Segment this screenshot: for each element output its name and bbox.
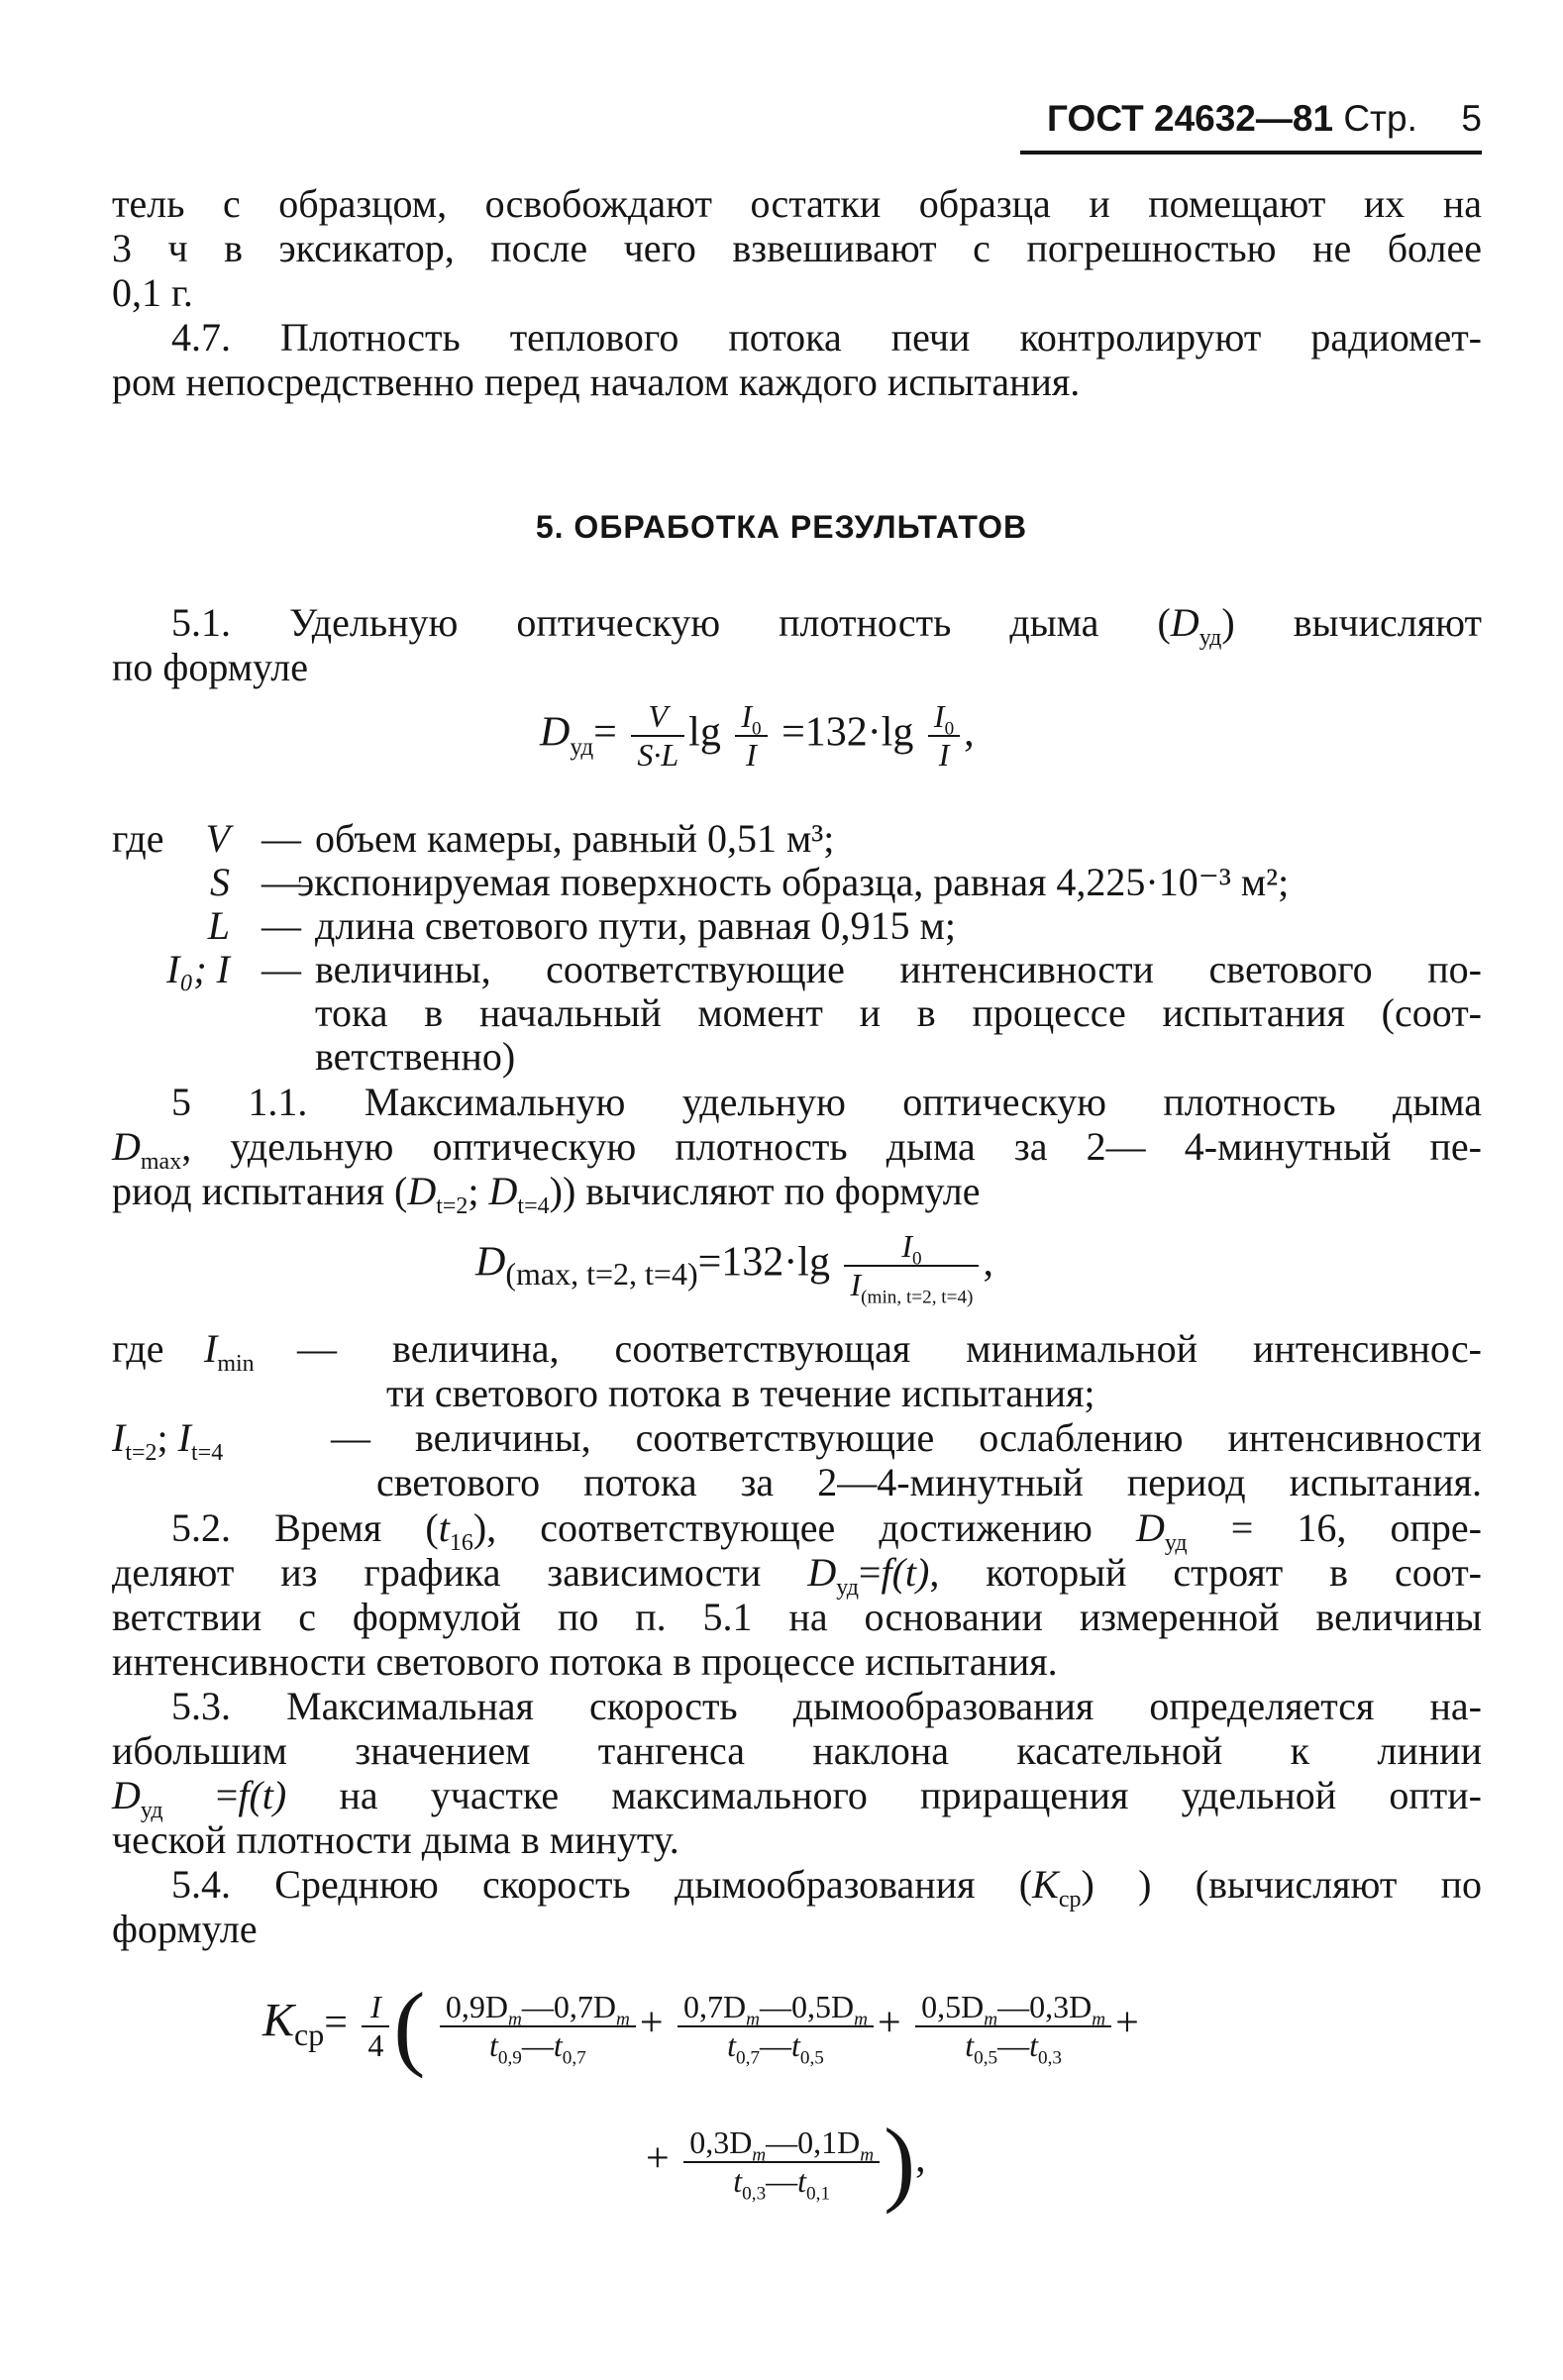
p51-text-b: ) вычисляют	[1221, 600, 1482, 645]
p52-line-3: ветствии с формулой по п. 5.1 на основании измеренной величины	[112, 1595, 1482, 1639]
def-text-l: длина светового пути, равная 0,915 м;	[315, 903, 956, 948]
p511-line-3: риод испытания ($D_{t=2}$; $D_{t=4}$)) вычисляют по формуле	[112, 1169, 981, 1219]
p511-line-2: $D_{max}$, удельную оптическую плотность дыма за 2— 4-минутный пе-	[112, 1124, 1482, 1175]
where-label-2: где	[112, 1326, 164, 1371]
def-text-i-line-3: ветственно)	[315, 1034, 516, 1079]
fraction-term-1: $\frac{0,9D_m—0,7D_m}{t_{0,9}—t_{0,7}}$	[440, 1989, 636, 2064]
formula-d-ud: $D_{уд}=$ $\frac{V}{S\cdot L}$ lg $\frac{I_0}{I}$ =132·lg $\frac{I_0}{I}$ ,	[540, 698, 975, 773]
standard-number: ГОСТ 24632—81	[1047, 98, 1334, 139]
def-dash: —	[261, 816, 301, 861]
section-heading: 5. ОБРАБОТКА РЕЗУЛЬТАТОВ	[535, 509, 1028, 545]
fraction-term-3: $\frac{0,5D_m—0,3D_m}{t_{0,5}—t_{0,3}}$	[915, 1989, 1111, 2064]
formula-d-lhs: D	[540, 709, 571, 756]
def-dash: —	[261, 903, 301, 948]
p53-line-1: 5.3. Максимальная скорость дымообразования определяется на-	[171, 1684, 1482, 1728]
def-text-s: экспонируемая поверхность образца, равная 4,225·10⁻³ м²;	[297, 860, 1290, 904]
p51-text-a: 5.1. Удельную оптическую плотность дыма (	[171, 600, 1171, 645]
formula-const: =132·lg	[782, 709, 914, 756]
fraction-coef: $\frac{I}{4}$	[362, 1989, 389, 2064]
def-sym-it: $I_{t=2}$; $I_{t=4}$	[112, 1415, 224, 1466]
fraction-i0-over-i: $\frac{I_0}{I}$	[735, 698, 767, 774]
dmax-sub: max	[140, 1149, 182, 1175]
intro-line-3: 0,1 г.	[112, 270, 193, 315]
fraction-denominator-sl: S·L	[637, 736, 679, 773]
page-header	[1020, 95, 1482, 155]
p54-line-1: 5.4. Среднюю скорость дымообразования $(K_{ср})$ ) (вычисляют по	[171, 1862, 1483, 1913]
def-text-i-line-2: тока в начальный момент и в процессе испытания (соот-	[315, 990, 1482, 1035]
p54-line-2: формуле	[112, 1907, 258, 1951]
intro-line-1: тель с образцом, освобождают остатки образца и помещают их на	[112, 181, 1482, 226]
def-text-i-line-1: величины, соответствующие интенсивности светового по-	[315, 947, 1482, 991]
fraction-term-4: $\frac{0,3D_m—0,1D_m}{t_{0,3}—t_{0,1}}$	[683, 2124, 880, 2200]
formula-d-lhs-sub: уд	[570, 733, 594, 761]
def-sym-s: S	[210, 860, 230, 904]
def-sym-i0-i: I₀; I	[166, 947, 230, 991]
close-paren: )	[884, 2109, 916, 2215]
formula-d-max-sub: (max, t=2, t=4)	[505, 1255, 698, 1292]
p51-line-2: по формуле	[112, 645, 308, 689]
p47-line-2: ром непосредственно перед началом каждого испытания.	[112, 360, 1081, 404]
p51-d-sub: уд	[1198, 625, 1222, 651]
intro-line-2: 3 ч в эксикатор, после чего взвешивают с погрешностью не более	[112, 226, 1482, 270]
def-text-imin-line-1: — величина, соответствующая минимальной интенсивнос-	[297, 1326, 1482, 1371]
formula-k-cp-row-1: $K_{ср}=$ $\frac{I}{4}$ ( $\frac{0,9D_m—0,7D_m}{t_{0,9}—t_{0,7}}$ + $\frac{0,7D_m—0,5D_m}{t_{0,7}—t_{0,5}}$ + $\frac{0,5D_m—0,3D_m}{t_{0,5}—t_{0,3}}$ +	[262, 1973, 1139, 2079]
formula-lg: lg	[688, 709, 721, 756]
def-text-imin-line-2: ти светового потока в течение испытания;	[386, 1371, 1095, 1415]
def-sym-l: L	[207, 903, 230, 948]
formula-d-max-lhs: D	[475, 1239, 506, 1286]
formula-k-cp-row-2: + $\frac{0,3D_m—0,1D_m}{t_{0,3}—t_{0,1}}$ ),	[646, 2109, 926, 2215]
def-sym-imin: $I_{min}$	[204, 1326, 255, 1377]
formula-d-max: $D_{(max, t=2, t=4)}=132\cdot\lg$ $\frac{I_0}{I_{(min, t=2, t=4)}}$ ,	[475, 1228, 993, 1308]
page-number: 5	[1461, 98, 1482, 139]
formula-d-max-const: =132·lg	[697, 1239, 830, 1286]
p47-line-1: 4.7. Плотность теплового потока печи контролируют радиомет-	[171, 315, 1482, 360]
p52-line-2: деляют из графика зависимости $D_{уд}=f(t)$, который строят в соот-	[112, 1550, 1483, 1601]
fraction-i0-over-i-2: $\frac{I_0}{I}$	[928, 698, 960, 774]
p51-line-1	[171, 600, 1482, 651]
def-text-it-line-2: светового потока за 2—4-минутный период испытания.	[376, 1460, 1482, 1504]
def-sym-v: V	[205, 816, 230, 861]
fraction-i0-over-imin: $\frac{I_0}{I_{(min, t=2, t=4)}}$	[844, 1228, 979, 1303]
p53-line-2: ибольшим значением тангенса наклона касательной к линии	[112, 1728, 1482, 1773]
p53-line-4: ческой плотности дыма в минуту.	[112, 1817, 679, 1862]
dmax-symbol: D	[112, 1124, 141, 1169]
def-text-v: объем камеры, равный 0,51 м³;	[315, 816, 835, 861]
def-text-it-line-1: — величины, соответствующие ослаблению интенсивности	[331, 1415, 1482, 1460]
p51-d-symbol: D	[1170, 600, 1199, 645]
p52-line-1: 5.2. Время $(t_{16})$, соответствующее достижению $D_{уд} = 16$, опре-	[171, 1505, 1482, 1556]
p52-line-4: интенсивности светового потока в процессе испытания.	[112, 1639, 1058, 1684]
fraction-numerator-v: V	[631, 698, 684, 737]
page-label: Стр.	[1343, 98, 1417, 139]
p53-line-3: $D_{уд} =f(t)$ на участке максимального приращения удельной опти-	[112, 1773, 1483, 1823]
def-dash: —	[261, 947, 301, 991]
def-dash: —	[261, 860, 301, 904]
fraction-v-over-sl	[631, 698, 684, 774]
fraction-term-2: $\frac{0,7D_m—0,5D_m}{t_{0,7}—t_{0,5}}$	[677, 1989, 874, 2064]
open-paren: (	[393, 1973, 426, 2079]
p511-line-1: 5 1.1. Максимальную удельную оптическую плотность дыма	[171, 1080, 1482, 1124]
where-label-1: где	[112, 816, 164, 861]
